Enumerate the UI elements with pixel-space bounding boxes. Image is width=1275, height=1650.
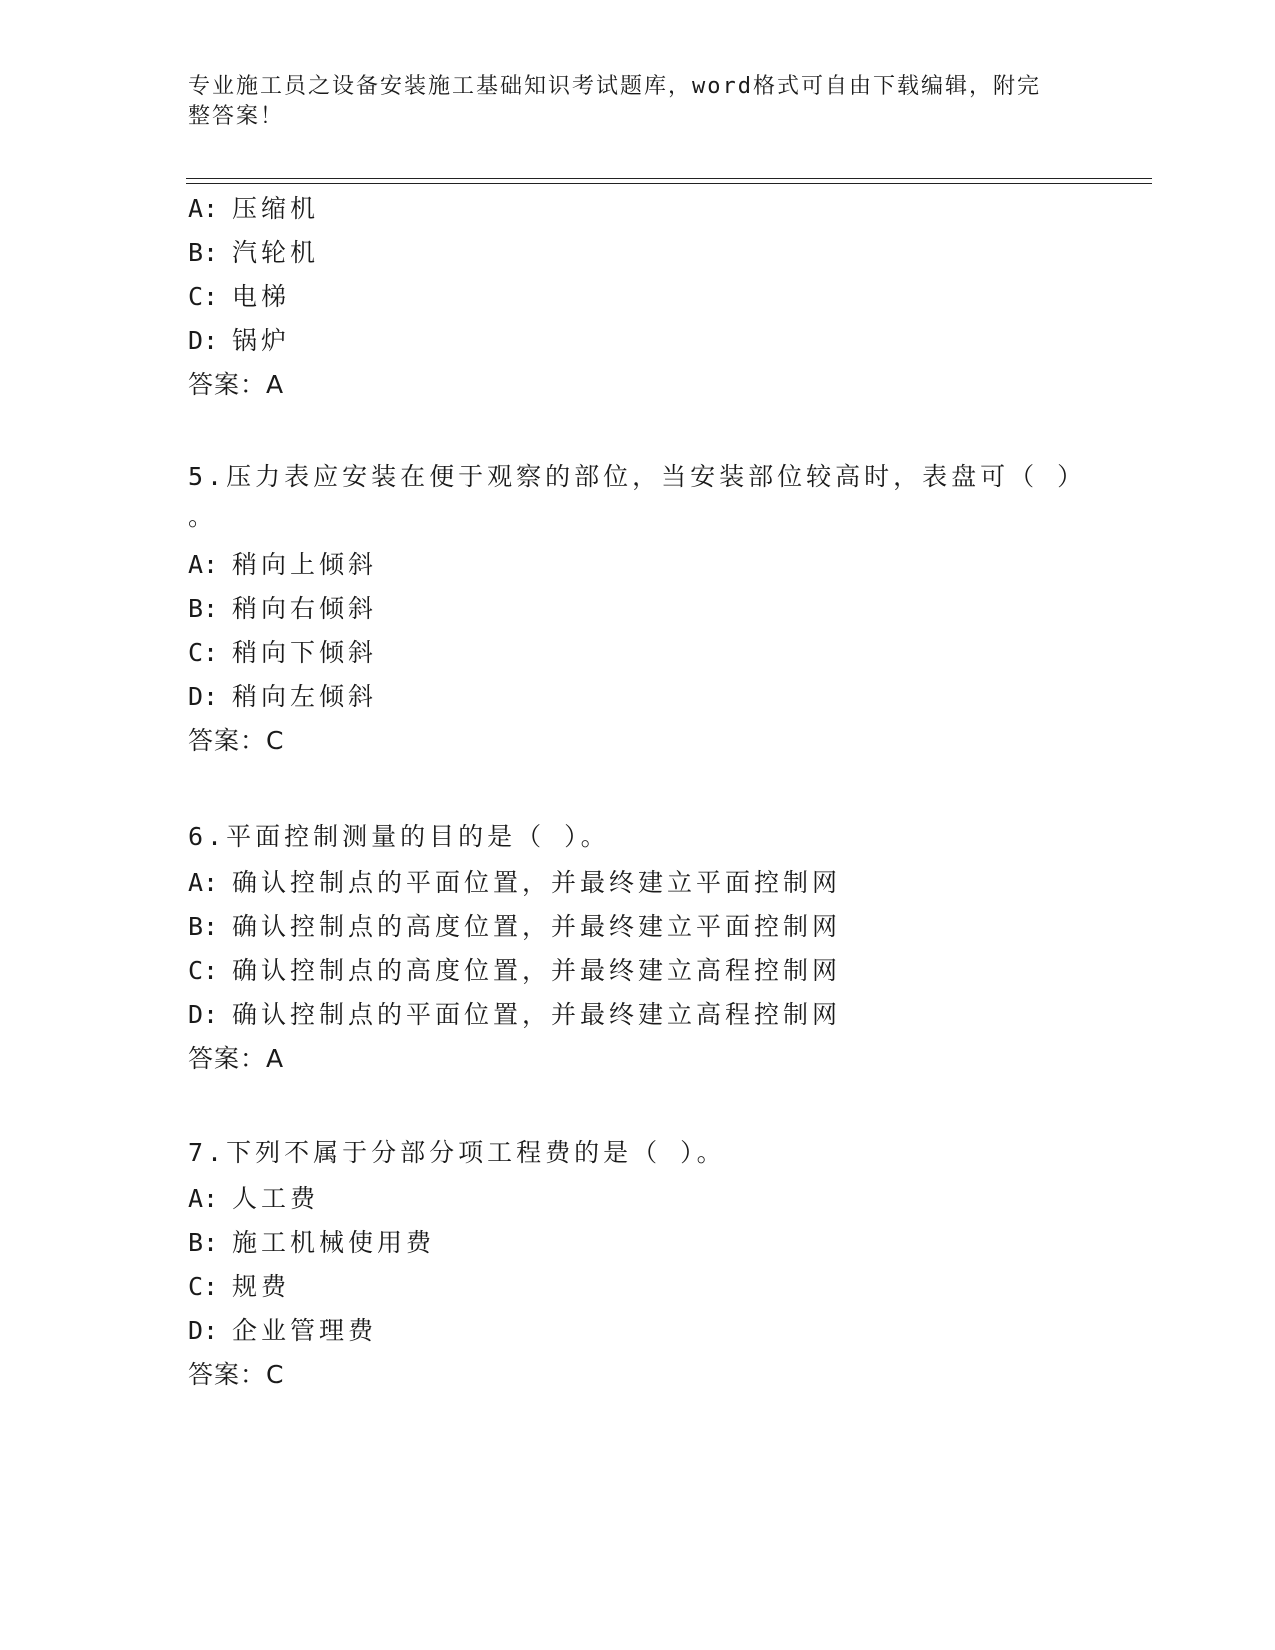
q5-stem-line-1: 5.压力表应安装在便于观察的部位，当安装部位较高时，表盘可（ ）: [188, 462, 1087, 491]
q7-answer: 答案：C: [188, 1360, 285, 1389]
q5-option-c: C: 稍向下倾斜: [188, 638, 378, 667]
header-divider-bottom: [186, 183, 1152, 184]
q4-answer: 答案：A: [188, 370, 285, 399]
q7-stem: 7.下列不属于分部分项工程费的是（ ）。: [188, 1138, 726, 1167]
q5-option-b: B: 稍向右倾斜: [188, 594, 378, 623]
q6-option-d: D: 确认控制点的平面位置，并最终建立高程控制网: [188, 1000, 842, 1029]
q6-option-c: C: 确认控制点的高度位置，并最终建立高程控制网: [188, 956, 842, 985]
document-header: [188, 72, 1068, 132]
header-line-1: 专业施工员之设备安装施工基础知识考试题库，word格式可自由下载编辑，附完: [188, 74, 1041, 99]
header-line-2: 整答案！: [188, 104, 285, 129]
q7-option-b: B: 施工机械使用费: [188, 1228, 436, 1257]
q7-option-c: C: 规费: [188, 1272, 291, 1301]
q5-option-d: D: 稍向左倾斜: [188, 682, 378, 711]
q4-option-d: D: 锅炉: [188, 326, 291, 355]
q5-answer: 答案：C: [188, 726, 285, 755]
q6-option-a: A: 确认控制点的平面位置，并最终建立平面控制网: [188, 868, 842, 897]
q7-option-d: D: 企业管理费: [188, 1316, 378, 1345]
q6-stem: 6.平面控制测量的目的是（ ）。: [188, 822, 610, 851]
q5-stem-line-2: 。: [188, 502, 218, 531]
q5-option-a: A: 稍向上倾斜: [188, 550, 378, 579]
q6-option-b: B: 确认控制点的高度位置，并最终建立平面控制网: [188, 912, 842, 941]
q4-option-c: C: 电梯: [188, 282, 291, 311]
q4-option-a: A: 压缩机: [188, 194, 320, 223]
q6-answer: 答案：A: [188, 1044, 285, 1073]
q7-option-a: A: 人工费: [188, 1184, 320, 1213]
header-divider-top: [186, 178, 1152, 179]
q4-option-b: B: 汽轮机: [188, 238, 320, 267]
